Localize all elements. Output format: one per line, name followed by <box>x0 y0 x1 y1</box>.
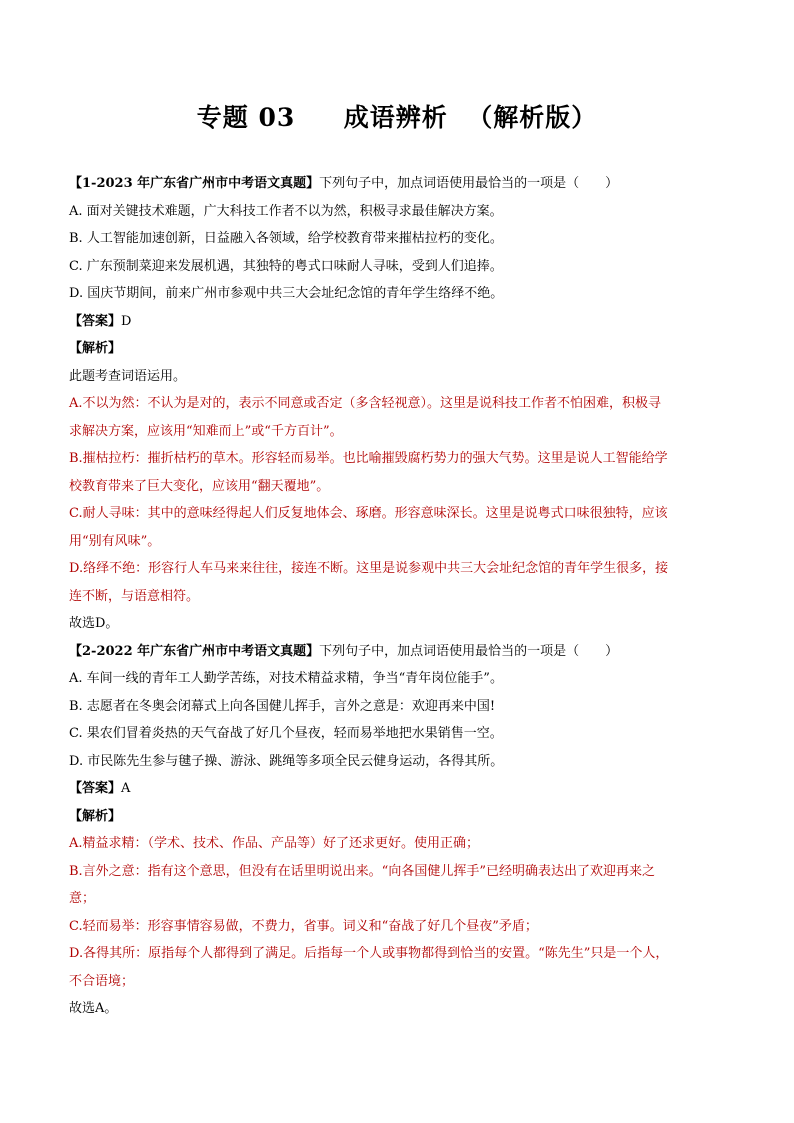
question-1-source: 【1-2023 年广东省广州市中考语文真题】 <box>69 176 320 191</box>
answer-label: 【答案】 <box>69 313 122 329</box>
question-2-option-b: B. 志愿者在冬奥会闭幕式上向各国健儿挥手，言外之意是：欢迎再来中国! <box>69 698 496 714</box>
question-1-analysis-line: D.络绎不绝：形容行人车马来来往往，接连不断。这里是说参观中共三大会址纪念馆的青年学生很多，接 <box>69 561 669 576</box>
question-2-answer <box>69 775 729 803</box>
question-1-option-a: A. 面对关键技术难题，广大科技工作者不以为然，积极寻求最佳解决方案。 <box>69 203 503 219</box>
question-1-analysis-line: 求解决方案，应该用“知难而上”或“千方百计”。 <box>69 423 343 439</box>
question-1-stem: 下列句子中，加点词语使用最恰当的一项是（ ） <box>319 176 619 191</box>
question-2-analysis-line: 不合语境； <box>69 973 135 989</box>
question-2-analysis-line: C.轻而易举：形容事情容易做，不费力，省事。词义和“奋战了好几个昼夜”矛盾； <box>69 918 538 934</box>
question-2-analysis-line: A.精益求精：（学术、技术、作品、产品等）好了还求更好。使用正确； <box>69 836 480 851</box>
question-2-analysis-label: 【解析】 <box>69 808 122 824</box>
question-1-option-c: C. 广东预制菜迎来发展机遇，其独特的粤式口味耐人寻味，受到人们追捧。 <box>69 258 503 274</box>
page-title: 专题 03 成语辨析 （解析版） <box>196 103 598 132</box>
question-1-conclusion: 故选D。 <box>69 616 119 631</box>
question-2-analysis-line: B.言外之意：指有这个意思，但没有在话里明说出来。“向各国健儿挥手”已经明确表达出了欢迎再来之 <box>69 863 655 879</box>
question-2-analysis-line: 意； <box>69 891 96 906</box>
answer-label: 【答案】 <box>69 781 122 796</box>
question-2-source: 【2-2022 年广东省广州市中考语文真题】 <box>69 643 320 659</box>
answer-value: D <box>121 313 132 329</box>
question-1-answer <box>69 308 729 336</box>
question-2-stem: 下列句子中，加点词语使用最恰当的一项是（ ） <box>319 643 619 659</box>
question-2-analysis-line: D.各得其所：原指每个人都得到了满足。后指每一个人或事物都得到恰当的安置。“陈先生”只是一个人， <box>69 946 669 961</box>
question-1-analysis-line: 校教育带来了巨大变化，应该用“翻天覆地”。 <box>69 478 330 494</box>
question-1-analysis-label: 【解析】 <box>69 341 122 356</box>
question-2-option-c: C. 果农们冒着炎热的天气奋战了好几个昼夜，轻而易举地把水果销售一空。 <box>69 726 503 741</box>
question-1-analysis-line: 用“别有风味”。 <box>69 533 161 549</box>
question-1-analysis-line: A.不以为然：不认为是对的，表示不同意或否定（多含轻视意）。这里是说科技工作者不怕困难，积极寻 <box>69 396 662 411</box>
question-2-option-a: A. 车间一线的青年工人勤学苦练，对技术精益求精，争当“青年岗位能手”。 <box>69 671 503 686</box>
document-body <box>69 170 729 1023</box>
question-1-analysis-intro: 此题考查词语运用。 <box>69 368 187 384</box>
question-2-option-d: D. 市民陈先生参与毽子操、游泳、跳绳等多项全民云健身运动，各得其所。 <box>69 753 504 769</box>
question-1-analysis-line: B.摧枯拉朽：摧折枯朽的草木。形容轻而易举。也比喻摧毁腐朽势力的强大气势。这里是说人工智能给学 <box>69 451 668 466</box>
question-2-conclusion: 故选A。 <box>69 1001 118 1016</box>
question-1-header <box>69 170 729 198</box>
question-1-option-b: B. 人工智能加速创新，日益融入各领域，给学校教育带来摧枯拉朽的变化。 <box>69 231 503 246</box>
question-1-option-d: D. 国庆节期间，前来广州市参观中共三大会址纪念馆的青年学生络绎不绝。 <box>69 286 504 301</box>
question-1-analysis-line: 连不断，与语意相符。 <box>69 588 200 604</box>
answer-value: A <box>121 781 131 796</box>
question-2-header <box>69 638 729 666</box>
question-1-analysis-line: C.耐人寻味：其中的意味经得起人们反复地体会、琢磨。形容意味深长。这里是说粤式口味很独特，应该 <box>69 506 668 521</box>
